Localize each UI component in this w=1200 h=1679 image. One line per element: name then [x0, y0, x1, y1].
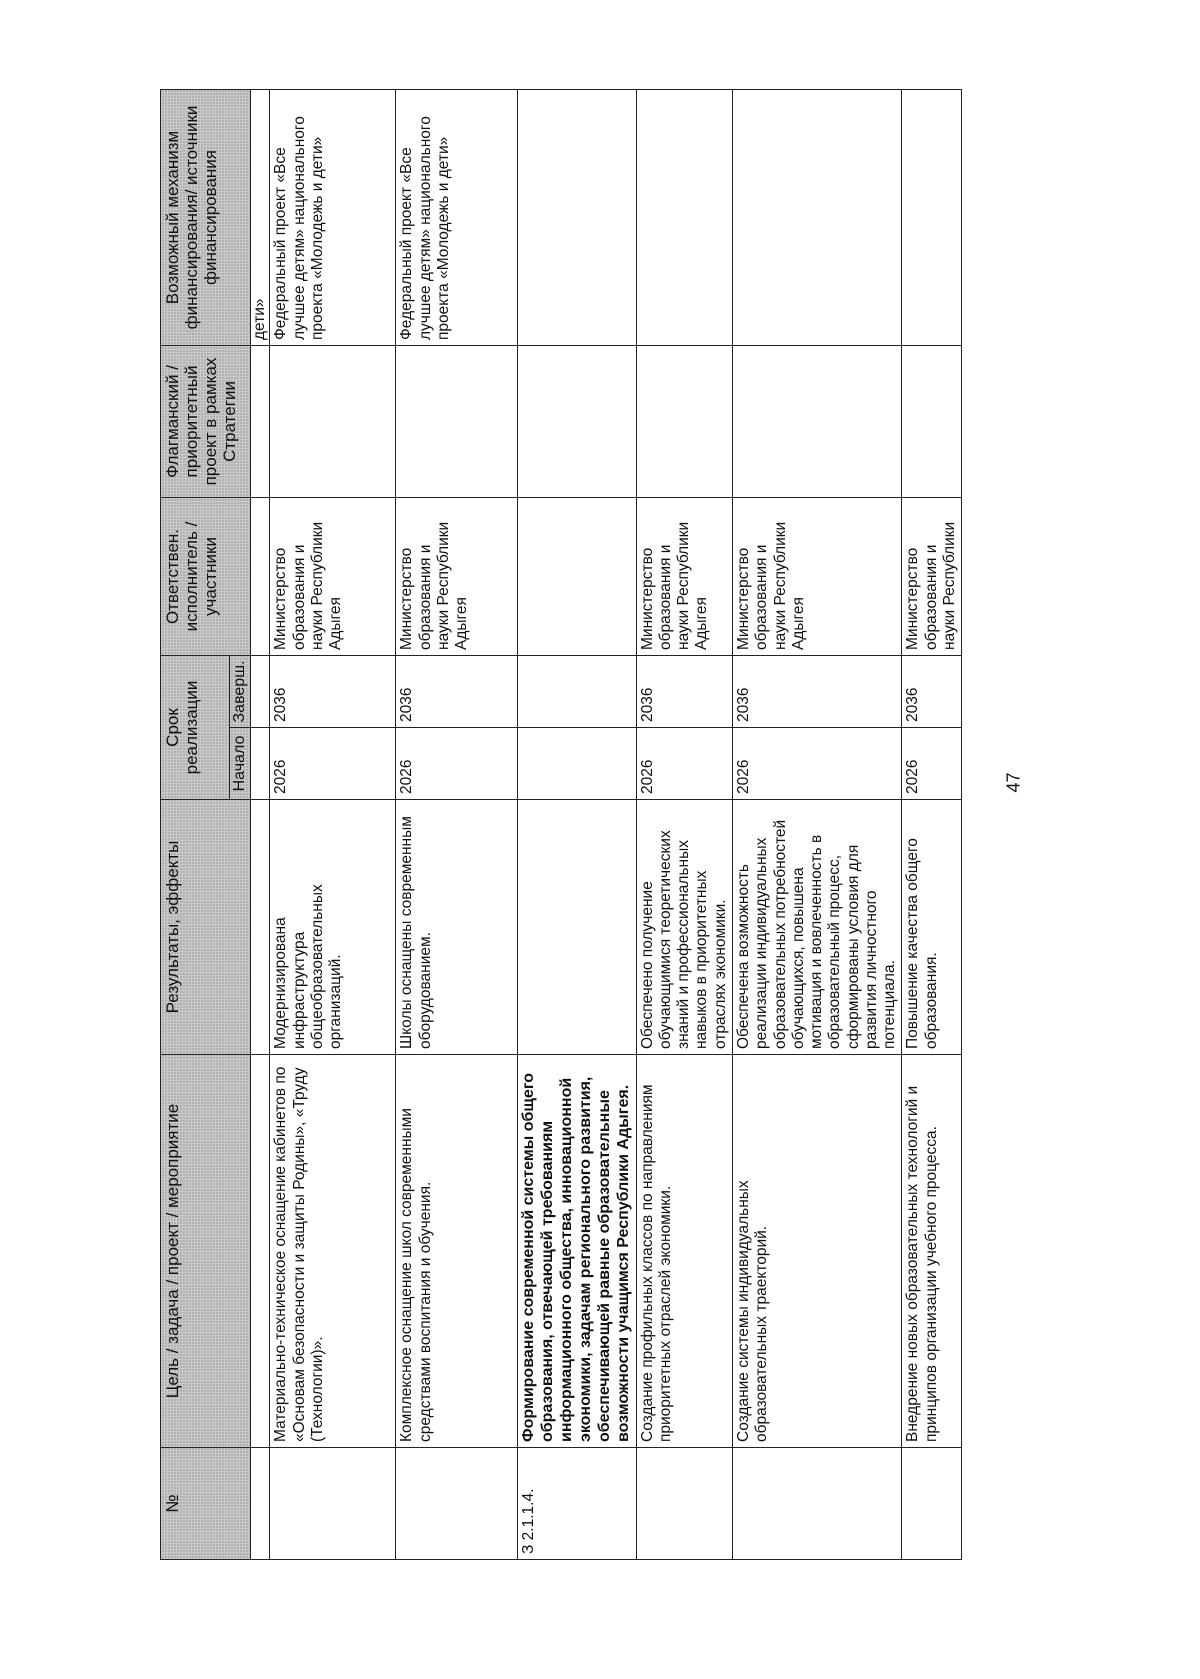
header-start: Начало	[230, 728, 251, 800]
header-responsible: Ответствен. исполнитель / участники	[161, 497, 251, 655]
cell-end: 2036	[636, 655, 732, 727]
cell-funding: Федеральный проект «Все лучшее детям» национального проекта «Молодежь и дети»	[270, 89, 396, 345]
header-number: №	[161, 1448, 251, 1560]
header-funding: Возможный механизм финансирования/ источники финансирования	[161, 89, 251, 345]
cell-num	[270, 1448, 396, 1560]
cell-title: Комплексное оснащение школ современными средствами воспитания и обучения.	[396, 1055, 518, 1448]
cell-start: 2026	[636, 728, 732, 800]
cell-flagship	[270, 345, 396, 497]
header-end: Заверш.	[230, 655, 251, 727]
cell-funding	[902, 89, 962, 345]
cell-responsible: Министерство образования и науки Республики Адыгея	[270, 497, 396, 655]
cell-responsible: Министерство образования и науки Республики Адыгея	[732, 497, 902, 655]
cell-responsible	[518, 497, 636, 655]
cell-end: 2036	[396, 655, 518, 727]
cell-results: Обеспечено получение обучающимися теоретических знаний и профессиональных навыков в приоритетных отраслях экономики.	[636, 800, 732, 1055]
cell-funding	[732, 89, 902, 345]
cell-results: Модернизирована инфраструктура общеобразовательных организаций.	[270, 800, 396, 1055]
cell-start: 2026	[732, 728, 902, 800]
cell-results: Школы оснащены современным оборудованием.	[396, 800, 518, 1055]
rotated-page-content	[160, 90, 1200, 1560]
cell-title: Создание профильных классов по направлениям приоритетных отраслей экономики.	[636, 1055, 732, 1448]
cell-num	[732, 1448, 902, 1560]
cell-num: З 2.1.1.4.	[518, 1448, 636, 1560]
cell-num	[636, 1448, 732, 1560]
header-term: Срок реализации	[161, 655, 230, 799]
cell-end: 2036	[902, 655, 962, 727]
cell-end: 2036	[270, 655, 396, 727]
header-goal: Цель / задача / проект / мероприятие	[161, 1055, 251, 1448]
header-results: Результаты, эффекты	[161, 800, 251, 1055]
header-flagship: Флагманский / приоритетный проект в рамках Стратегии	[161, 345, 251, 497]
cell-flagship	[518, 345, 636, 497]
table-row	[732, 89, 902, 1559]
cell-start: 2026	[270, 728, 396, 800]
cell-end	[518, 655, 636, 727]
cell-title: Внедрение новых образовательных технологий и принципов организации учебного процесса.	[902, 1055, 962, 1448]
cell-num	[902, 1448, 962, 1560]
cell-flagship	[636, 345, 732, 497]
cell-results: Повышение качества общего образования.	[902, 800, 962, 1055]
table-row	[270, 89, 396, 1559]
cell-start: 2026	[902, 728, 962, 800]
cell-start	[518, 728, 636, 800]
cell-responsible: Министерство образования и науки Республики Адыгея	[636, 497, 732, 655]
cell-results	[518, 800, 636, 1055]
table-row	[636, 89, 732, 1559]
cell-results: Обеспечена возможность реализации индивидуальных образовательных потребностей обучающихся, повышена мотивация и вовлеченность в образовательный процесс, сформированы условия для развития личностного потенциала.	[732, 800, 902, 1055]
cell-flagship	[732, 345, 902, 497]
cell-funding	[636, 89, 732, 345]
cell-title: Материально-техническое оснащение кабинетов по «Основам безопасности и защиты Родины», «Труду (Технологии)».	[270, 1055, 396, 1448]
cell-funding: Федеральный проект «Все лучшее детям» национального проекта «Молодежь и дети»	[396, 89, 518, 345]
table-row-continuation	[251, 89, 270, 1559]
cell-funding	[518, 89, 636, 345]
cell-num	[396, 1448, 518, 1560]
table-row	[518, 89, 636, 1559]
cell-flagship	[902, 345, 962, 497]
continuation-funding: дети»	[251, 89, 270, 345]
cell-title: Формирование современной системы общего образования, отвечающей требованиям информационного общества, инновационной экономики, задачам регионального развития, обеспечивающей равные образовательные возможности учащимся Республики Адыгея.	[518, 1055, 636, 1448]
table-row	[902, 89, 962, 1559]
cell-title: Создание системы индивидуальных образовательных траекторий.	[732, 1055, 902, 1448]
cell-end: 2036	[732, 655, 902, 727]
cell-flagship	[396, 345, 518, 497]
activities-table	[160, 89, 962, 1560]
table-row	[396, 89, 518, 1559]
page-number: 47	[1003, 772, 1024, 793]
cell-start: 2026	[396, 728, 518, 800]
cell-responsible: Министерство образования и науки Республики Адыгея	[396, 497, 518, 655]
cell-responsible: Министерство образования и науки Республики	[902, 497, 962, 655]
